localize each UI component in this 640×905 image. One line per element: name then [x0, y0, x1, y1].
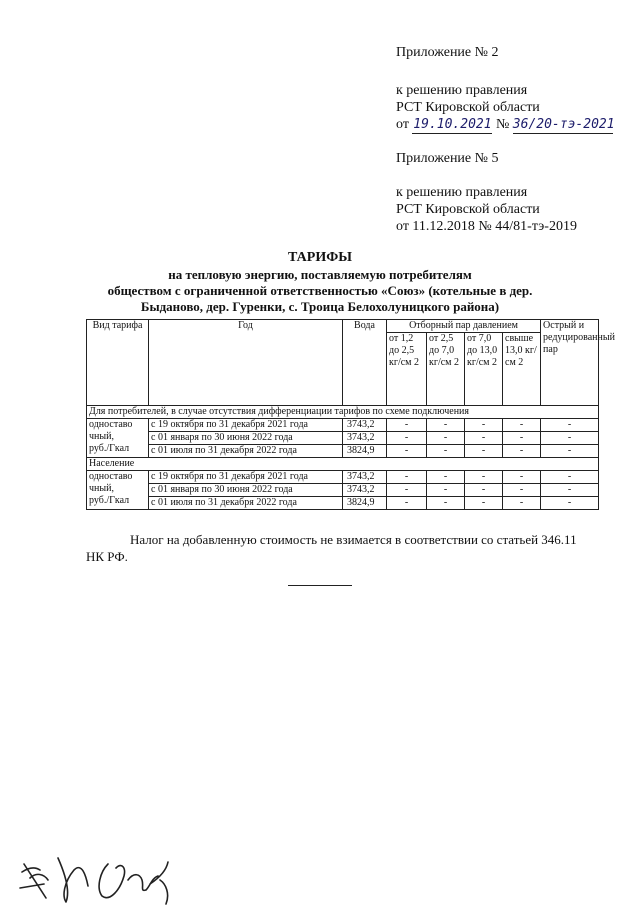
water-cell: 3824,9 [343, 497, 387, 510]
steam-cell: - [503, 445, 541, 458]
steam-cell: - [427, 484, 465, 497]
water-cell: 3743,2 [343, 432, 387, 445]
heading-line-1: на тепловую энергию, поставляемую потребителям [168, 267, 472, 282]
group-title: Население [87, 458, 599, 471]
decision-number-handwritten: 36/20-тэ-2021 [512, 117, 615, 132]
steam-cell: - [465, 445, 503, 458]
steam-cell: - [465, 484, 503, 497]
sharp-steam-cell: - [541, 419, 599, 432]
tariff-type-line: чный, [89, 431, 114, 442]
steam-cell: - [465, 471, 503, 484]
appendix-2-title: Приложение № 5 [396, 151, 499, 166]
period-cell: с 01 июля по 31 декабря 2022 года [149, 497, 343, 510]
vat-note-line-1: Налог на добавленную стоимость не взимается в соответствии со статьей 346.11 [130, 532, 577, 547]
steam-cell: - [427, 471, 465, 484]
steam-cell: - [465, 497, 503, 510]
number-prefix: № [495, 117, 510, 132]
vat-note-line-2: НК РФ. [86, 549, 128, 564]
steam-cell: - [387, 484, 427, 497]
steam-cell: - [465, 419, 503, 432]
steam-cell: - [387, 471, 427, 484]
period-cell: с 01 июля по 31 декабря 2022 года [149, 445, 343, 458]
water-cell: 3824,9 [343, 445, 387, 458]
period-cell: с 01 января по 30 июня 2022 года [149, 432, 343, 445]
steam-cell: - [427, 445, 465, 458]
steam-cell: - [387, 419, 427, 432]
steam-cell: - [503, 432, 541, 445]
decision-date-handwritten: 19.10.2021 [413, 117, 492, 132]
tariff-type-line: руб./Гкал [89, 495, 130, 506]
water-cell: 3743,2 [343, 471, 387, 484]
appendix-1-line-1: к решению правления [396, 83, 528, 98]
initials-signature-icon [20, 858, 88, 902]
header-water: Вода [343, 320, 387, 406]
heading-line-3: Быданово, дер. Гуренки, с. Троица Белохолуницкого района) [140, 299, 500, 314]
steam-cell: - [387, 445, 427, 458]
steam-cell: - [503, 471, 541, 484]
group-title: Для потребителей, в случае отсутствия дифференциации тарифов по схеме подключения [87, 406, 599, 419]
water-cell: 3743,2 [343, 484, 387, 497]
steam-cell: - [465, 432, 503, 445]
header-year: Год [149, 320, 343, 406]
handwritten-signature-icon [99, 862, 168, 904]
appendix-2-line-1: к решению правления [396, 185, 528, 200]
steam-cell: - [503, 497, 541, 510]
tariff-type-line: руб./Гкал [89, 443, 130, 454]
appendix-1-line-2: РСТ Кировской области [396, 100, 540, 115]
tariff-type-line: одноставо [89, 471, 133, 482]
water-cell: 3743,2 [343, 419, 387, 432]
header-steam-col-3: от 7,0 до 13,0 кг/см 2 [465, 333, 503, 406]
document-title: ТАРИФЫ [288, 250, 352, 265]
tariff-type-line: чный, [89, 483, 114, 494]
period-cell: с 19 октября по 31 декабря 2021 года [149, 471, 343, 484]
steam-cell: - [503, 419, 541, 432]
header-sharp-steam: Острый и редуцированный пар [541, 320, 599, 406]
header-steam-col-1: от 1,2 до 2,5 кг/см 2 [387, 333, 427, 406]
heading-line-2: обществом с ограниченной ответственностью «Союз» (котельные в дер. [107, 283, 533, 298]
sharp-steam-cell: - [541, 471, 599, 484]
sharp-steam-cell: - [541, 484, 599, 497]
steam-cell: - [427, 432, 465, 445]
header-tariff-type: Вид тарифа [87, 320, 149, 406]
period-cell: с 01 января по 30 июня 2022 года [149, 484, 343, 497]
header-steam-col-2: от 2,5 до 7,0 кг/см 2 [427, 333, 465, 406]
steam-cell: - [427, 497, 465, 510]
steam-cell: - [427, 419, 465, 432]
sharp-steam-cell: - [541, 445, 599, 458]
date-prefix: от [396, 117, 409, 132]
appendix-1-title: Приложение № 2 [396, 45, 499, 60]
steam-cell: - [503, 484, 541, 497]
tariff-type-line: одноставо [89, 419, 133, 430]
header-steam-col-4: свыше 13,0 кг/см 2 [503, 333, 541, 406]
sharp-steam-cell: - [541, 497, 599, 510]
sharp-steam-cell: - [541, 432, 599, 445]
appendix-2-line-3: от 11.12.2018 № 44/81-тэ-2019 [396, 219, 577, 234]
period-cell: с 19 октября по 31 декабря 2021 года [149, 419, 343, 432]
appendix-2-line-2: РСТ Кировской области [396, 202, 540, 217]
header-steam: Отборный пар давлением [387, 320, 541, 333]
steam-cell: - [387, 497, 427, 510]
steam-cell: - [387, 432, 427, 445]
